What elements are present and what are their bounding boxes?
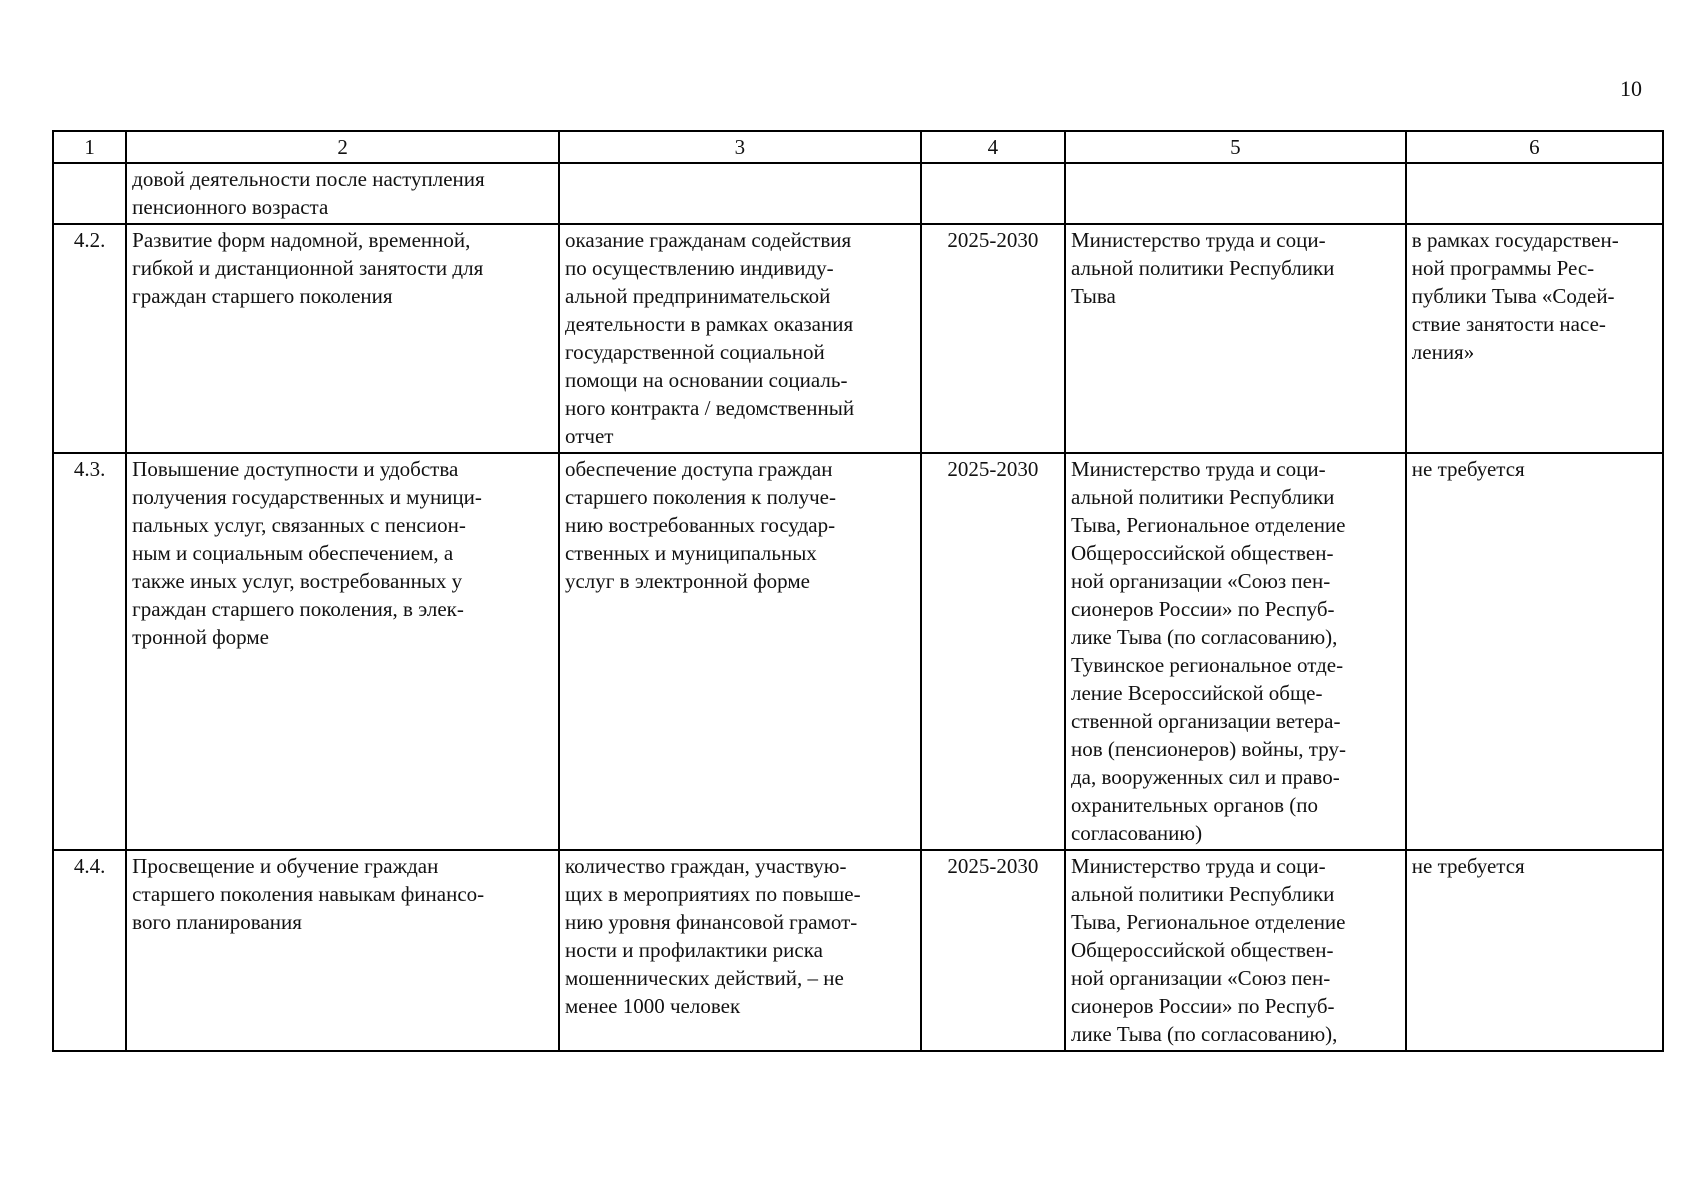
executors-cell xyxy=(1065,224,1406,453)
executors-cell-line: лике Тыва (по согласованию), xyxy=(1070,625,1338,649)
column-header-2: 2 xyxy=(126,131,559,163)
executors-cell xyxy=(1065,163,1406,224)
executors-cell-line: Тувинское региональное отде- xyxy=(1070,653,1344,677)
indicator-cell-line: ности и профилактики риска xyxy=(564,938,823,962)
period-cell: 2025-2030 xyxy=(921,850,1065,1051)
measure-cell xyxy=(126,163,559,224)
table-row xyxy=(53,453,1663,850)
indicator-cell-line: отчет xyxy=(564,424,614,448)
indicator-cell-line: оказание гражданам содействия xyxy=(564,228,852,252)
executors-cell-line: сионеров России» по Респуб- xyxy=(1070,597,1335,621)
measure-cell-line: Просвещение и обучение граждан xyxy=(132,854,439,878)
executors-cell-line: нов (пенсионеров) войны, тру- xyxy=(1070,737,1346,761)
funding-cell-line: в рамках государствен- xyxy=(1411,228,1619,252)
funding-cell xyxy=(1406,850,1663,1051)
page-number: 10 xyxy=(1620,76,1642,101)
indicator-cell-line: менее 1000 человек xyxy=(564,994,741,1018)
column-header-5: 5 xyxy=(1065,131,1406,163)
indicator-cell-line: помощи на основании социаль- xyxy=(564,368,848,392)
executors-cell-line: Тыва xyxy=(1070,284,1116,308)
indicator-cell-line: альной предпринимательской xyxy=(564,284,831,308)
executors-cell-line: ной организации «Союз пен- xyxy=(1070,569,1331,593)
measure-cell-line: довой деятельности после наступления xyxy=(132,167,485,191)
period-cell xyxy=(921,163,1065,224)
indicator-cell-line: по осуществлению индивиду- xyxy=(564,256,834,280)
row-number: 4.2. xyxy=(53,224,126,453)
measure-cell xyxy=(126,224,559,453)
period-cell: 2025-2030 xyxy=(921,224,1065,453)
column-header-4: 4 xyxy=(921,131,1065,163)
indicator-cell-line: старшего поколения к получе- xyxy=(564,485,836,509)
measure-cell-line: вого планирования xyxy=(132,910,302,934)
measure-cell-line: старшего поколения навыкам финансо- xyxy=(132,882,485,906)
funding-cell-line: публики Тыва «Содей- xyxy=(1411,284,1615,308)
executors-cell-line: ление Всероссийской обще- xyxy=(1070,681,1323,705)
column-header-1: 1 xyxy=(53,131,126,163)
executors-cell-line: альной политики Республики xyxy=(1070,485,1335,509)
measures-table xyxy=(52,130,1664,1052)
indicator-cell-line: ного контракта / ведомственный xyxy=(564,396,855,420)
period-cell: 2025-2030 xyxy=(921,453,1065,850)
executors-cell-line: ной организации «Союз пен- xyxy=(1070,966,1331,990)
column-header-6: 6 xyxy=(1406,131,1663,163)
measure-cell-line: Повышение доступности и удобства xyxy=(132,457,459,481)
row-number xyxy=(53,163,126,224)
indicator-cell xyxy=(559,850,921,1051)
executors-cell-line: Тыва, Региональное отделение xyxy=(1070,910,1346,934)
funding-cell xyxy=(1406,224,1663,453)
executors-cell-line: Общероссийской обществен- xyxy=(1070,541,1334,565)
measure-cell xyxy=(126,850,559,1051)
executors-cell xyxy=(1065,850,1406,1051)
indicator-cell xyxy=(559,453,921,850)
column-header-3: 3 xyxy=(559,131,921,163)
funding-cell xyxy=(1406,163,1663,224)
executors-cell-line: охранительных органов (по xyxy=(1070,793,1318,817)
executors-cell-line: Общероссийской обществен- xyxy=(1070,938,1334,962)
indicator-cell-line: услуг в электронной форме xyxy=(564,569,810,593)
table-row xyxy=(53,163,1663,224)
executors-cell-line: Министерство труда и соци- xyxy=(1070,228,1326,252)
indicator-cell-line: государственной социальной xyxy=(564,340,825,364)
executors-cell xyxy=(1065,453,1406,850)
indicator-cell-line: обеспечение доступа граждан xyxy=(564,457,833,481)
measure-cell-line: получения государственных и муници- xyxy=(132,485,482,509)
indicator-cell-line: ственных и муниципальных xyxy=(564,541,817,565)
funding-cell-line: ления» xyxy=(1411,340,1475,364)
measure-cell-line: Развитие форм надомной, временной, xyxy=(132,228,471,252)
funding-cell-line: не требуется xyxy=(1411,457,1525,481)
measure-cell xyxy=(126,453,559,850)
funding-cell-line: ствие занятости насе- xyxy=(1411,312,1606,336)
executors-cell-line: ственной организации ветера- xyxy=(1070,709,1341,733)
measure-cell-line: граждан старшего поколения, в элек- xyxy=(132,597,464,621)
executors-cell-line: сионеров России» по Респуб- xyxy=(1070,994,1335,1018)
executors-cell-line: согласованию) xyxy=(1070,821,1203,845)
measure-cell-line: гибкой и дистанционной занятости для xyxy=(132,256,484,280)
funding-cell xyxy=(1406,453,1663,850)
indicator-cell-line: нию востребованных государ- xyxy=(564,513,836,537)
indicator-cell-line: нию уровня финансовой грамот- xyxy=(564,910,858,934)
table-body xyxy=(53,163,1663,1051)
row-number: 4.4. xyxy=(53,850,126,1051)
measure-cell-line: пальных услуг, связанных с пенсион- xyxy=(132,513,466,537)
row-number: 4.3. xyxy=(53,453,126,850)
funding-cell-line: ной программы Рес- xyxy=(1411,256,1595,280)
table-row xyxy=(53,850,1663,1051)
indicator-cell-line: щих в мероприятиях по повыше- xyxy=(564,882,861,906)
indicator-cell-line: количество граждан, участвую- xyxy=(564,854,847,878)
indicator-cell-line: деятельности в рамках оказания xyxy=(564,312,854,336)
header-row xyxy=(53,131,1663,163)
executors-cell-line: Министерство труда и соци- xyxy=(1070,854,1326,878)
measure-cell-line: также иных услуг, востребованных у xyxy=(132,569,463,593)
executors-cell-line: да, вооруженных сил и право- xyxy=(1070,765,1340,789)
indicator-cell xyxy=(559,163,921,224)
executors-cell-line: лике Тыва (по согласованию), xyxy=(1070,1022,1338,1046)
measure-cell-line: тронной форме xyxy=(132,625,269,649)
indicator-cell xyxy=(559,224,921,453)
measure-cell-line: граждан старшего поколения xyxy=(132,284,393,308)
executors-cell-line: альной политики Республики xyxy=(1070,256,1335,280)
executors-cell-line: Министерство труда и соци- xyxy=(1070,457,1326,481)
funding-cell-line: не требуется xyxy=(1411,854,1525,878)
measure-cell-line: пенсионного возраста xyxy=(132,195,329,219)
executors-cell-line: альной политики Республики xyxy=(1070,882,1335,906)
measure-cell-line: ным и социальным обеспечением, а xyxy=(132,541,454,565)
executors-cell-line: Тыва, Региональное отделение xyxy=(1070,513,1346,537)
table-row xyxy=(53,224,1663,453)
indicator-cell-line: мошеннических действий, – не xyxy=(564,966,844,990)
